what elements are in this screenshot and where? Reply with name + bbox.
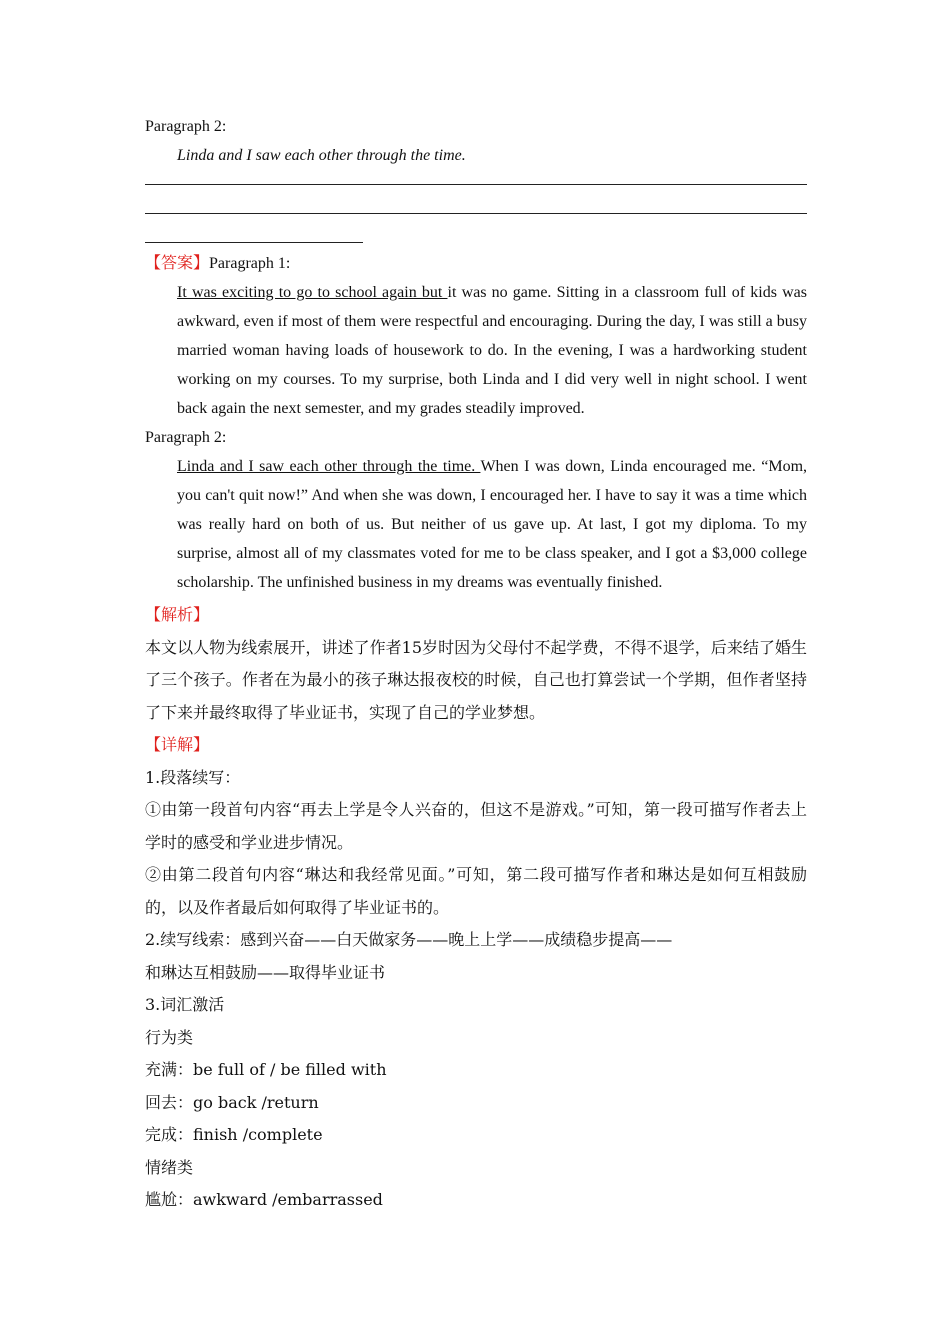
answer-p1-body: it was no game. Sitting in a classroom full of kids was awkward, even if most of them were respectful and encouraging. During the day, I was still a busy married woman having loads of housework to do. In the evening, I was a hardworking student working on my courses. To my surprise, both Linda and I did very well in night school. I went back again the next semester, and my grades steadily improved.	[177, 284, 808, 417]
vocab-category-action: 行为类	[145, 1027, 194, 1047]
detail-section-1-title: 1.段落续写：	[145, 767, 241, 787]
answer-p2-underlined-opening: Linda and I saw each other through the time.	[177, 458, 481, 475]
analysis-text: 本文以人物为线索展开，讲述了作者15岁时因为父母付不起学费，不得不退学，后来结了婚生了三个孩子。作者在为最小的孩子琳达报夜校的时候，自己也打算尝试一个学期，但作者坚持了下来并最终取得了毕业证书，实现了自己的学业梦想。	[145, 637, 807, 722]
detail-section-3-title: 3.词汇激活	[145, 995, 225, 1014]
answer-p2-label: Paragraph 2:	[145, 429, 227, 446]
analysis-tag: 【解析】	[145, 605, 210, 624]
vocab-item: 充满：be full of / be filled with	[145, 1060, 387, 1079]
detail-section-1-item-2: ②由第二段首句内容“琳达和我经常见面。”可知，第二段可描写作者和琳达是如何互相鼓励的，以及作者最后如何取得了毕业证书的。	[145, 865, 807, 917]
detail-tag: 【详解】	[145, 735, 210, 754]
answer-paragraph-2	[145, 452, 807, 597]
detail-section-1-item-1: ①由第一段首句内容“再去上学是令人兴奋的，但这不是游戏。”可知，第一段可描写作者去上学时的感受和学业进步情况。	[145, 800, 807, 852]
answer-p1-underlined-opening: It was exciting to go to school again but	[177, 284, 448, 301]
vocab-item: 回去：go back /return	[145, 1092, 319, 1112]
vocab-item: 完成：finish /complete	[145, 1125, 323, 1144]
answer-p2-body: When I was down, Linda encouraged me. “Mom, you can't quit now!” And when she was down, I encouraged her. I have to say it was a time which was really hard on both of us. But neither of us gave up. At last, I got my diploma. To my surprise, almost all of my classmates voted for me to be class speaker, and I got a $3,000 college scholarship. The unfinished business in my dreams was eventually finished.	[177, 458, 808, 591]
paragraph2-prompt-label: Paragraph 2:	[145, 118, 227, 135]
detail-section-2-line-2: 和琳达互相鼓励——取得毕业证书	[145, 962, 386, 982]
document-page	[145, 112, 807, 1217]
detail-section-2-line-1: 2.续写线索：感到兴奋——白天做家务——晚上上学——成绩稳步提高——	[145, 930, 673, 949]
answer-paragraph-1	[145, 278, 807, 423]
vocab-category-emotion: 情绪类	[145, 1157, 194, 1177]
paragraph2-opening-sentence: Linda and I saw each other through the time.	[177, 147, 466, 164]
vocab-item: 尴尬：awkward /embarrassed	[145, 1190, 383, 1209]
answer-heading	[145, 249, 807, 278]
answer-p1-label: Paragraph 1:	[209, 255, 291, 272]
answer-tag: 【答案】	[145, 255, 210, 272]
